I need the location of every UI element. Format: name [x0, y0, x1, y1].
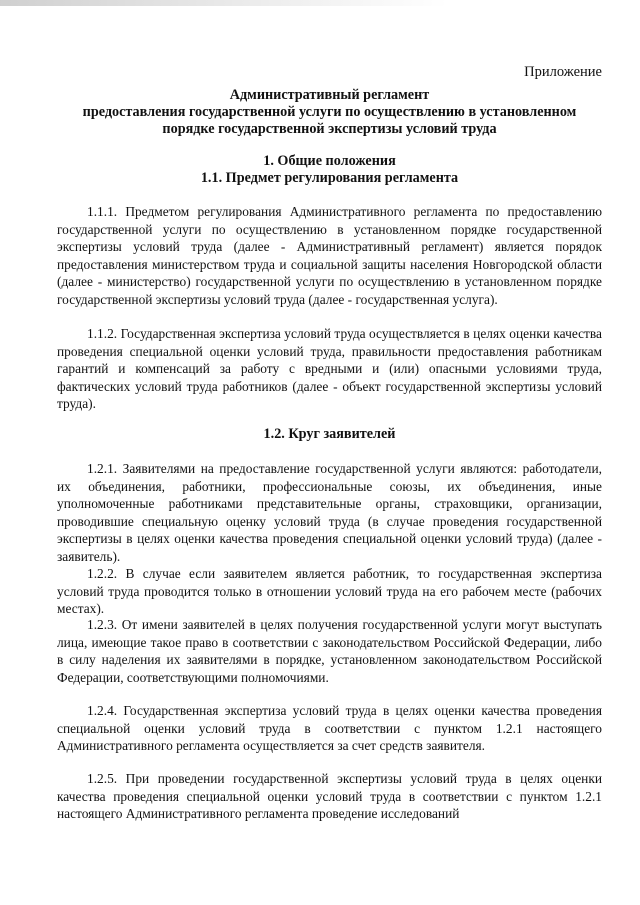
paragraph-1-2-5: 1.2.5. При проведении государственной экспертизы условий труда в целях оценки качества проведения специальной оценки условий труда в соответствии с пунктом 1.2.1 настоящего Административного регламента проведение исследований [57, 771, 602, 821]
paragraph-1-2-4: 1.2.4. Государственная экспертиза условий труда в целях оценки качества проведения специальной оценки условий труда в соответствии с пунктом 1.2.1 настоящего Административного регламента осуществляется за счет средств заявителя. [57, 703, 602, 753]
title-line-2: предоставления государственной услуги по осуществлению в установленном [82, 104, 577, 120]
paragraph-1-2-2: 1.2.2. В случае если заявителем является работник, то государственная экспертиза условий труда проводится только в отношении условий труда на его рабочем месте (рабочих местах). [57, 566, 602, 616]
paragraph-1-1-1: 1.1.1. Предметом регулирования Административного регламента по предоставлению государственной услуги по осуществлению в установленном порядке государственной экспертизы условий труда (далее - Административный регламент) является порядок предоставления министерством труда и социальной защиты населения Новгородской области (далее - министерство) государственной услуги по осуществлению в установленном порядке государственной экспертизы условий труда (далее - государственная услуга). [57, 204, 602, 307]
title-line-3: порядке государственной экспертизы условий труда [162, 121, 497, 137]
scan-edge-shadow [0, 0, 640, 6]
appendix-label: Приложение [524, 64, 602, 80]
title-line-1: Административный регламент [229, 87, 430, 103]
paragraph-1-2-3: 1.2.3. От имени заявителей в целях получения государственной услуги могут выступать лица, имеющие такое право в соответствии с законодательством Российской Федерации, либо в силу наделения их заявителями в порядке, установленном законодательством Российской Федерации, соответствующими полномочиями. [57, 617, 602, 685]
document-title [57, 87, 602, 138]
section-heading-general: 1. Общие положения [263, 153, 396, 169]
paragraph-1-1-2: 1.1.2. Государственная экспертиза условий труда осуществляется в целях оценки качества проведения специальной оценки условий труда, правильности предоставления работникам гарантий и компенсаций за работу с вредными и (или) опасными условиями труда, фактических условий труда работников (далее - объект государственной экспертизы условий труда). [57, 326, 602, 411]
paragraph-1-2-1: 1.2.1. Заявителями на предоставление государственной услуги являются: работодатели, их объединения, работники, профессиональные союзы, их объединения, иные уполномоченные работниками представительные органы, страховщики, организации, проводившие специальную оценку условий труда (в случае проведения государственной экспертизы в целях оценки качества проведения специальной оценки условий труда) (далее - заявитель). [57, 461, 602, 564]
section-heading-applicants: 1.2. Круг заявителей [263, 426, 396, 442]
section-subheading-subject: 1.1. Предмет регулирования регламента [200, 170, 459, 186]
